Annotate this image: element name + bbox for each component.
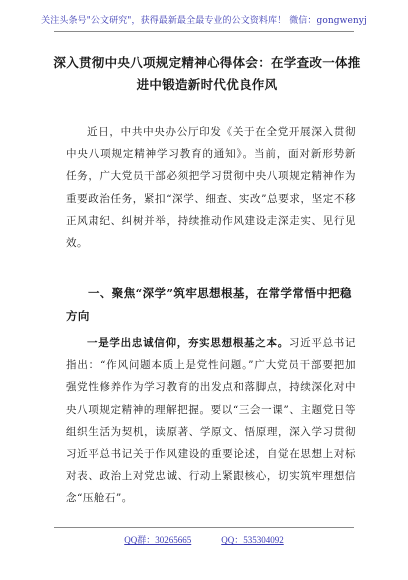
paragraph-lead-sentence: 一是学出忠诚信仰，夯实思想根基之本。 bbox=[87, 337, 289, 349]
paragraph-body-text: 习近平总书记指出：“作风问题本质上是党性问题。”广大党员干部要把加强党性修养作为学习教育的出发点和落脚点，持续深化对中央八项规定精神的理解把握。要以“三会一课”、主题党日等组织生活为契机，读原著、学原文、悟原理，深入学习贯彻习近平总书记关于作风建设的重要论述，自觉在思想上对标对表、政治上对党忠诚、行动上紧跟核心，切实筑牢理想信念“压舱石”。 bbox=[66, 337, 357, 505]
paragraph-section-1 bbox=[66, 332, 356, 510]
footer-qq-group: QQ群：30265665 bbox=[124, 535, 192, 545]
paragraph-intro: 近日，中共中央办公厅印发《关于在全党开展深入贯彻中央八项规定精神学习教育的通知》。当前，面对新形势新任务，广大党员干部必须把学习贯彻中央八项规定精神作为重要政治任务，紧扣“深学、细查、实改”总要求，坚定不移正风肃纪、纠树并举，持续推动作风建设走深走实、见行见效。 bbox=[66, 126, 356, 250]
footer-divider bbox=[54, 527, 354, 528]
footer-qq-contact: QQ：535304092 bbox=[221, 535, 284, 545]
header-divider bbox=[54, 31, 354, 32]
footer bbox=[0, 533, 408, 546]
document-title: 深入贯彻中央八项规定精神心得体会：在学查改一体推进中锻造新时代优良作风 bbox=[53, 55, 361, 92]
section-heading-1: 一、聚焦“深学”筑牢思想根基，在常学常悟中把稳方向 bbox=[66, 286, 352, 323]
header-banner: 关注头条号"公文研究"，获得最新最全最专业的公文资料库！ 微信：gongwenyj bbox=[41, 16, 367, 26]
